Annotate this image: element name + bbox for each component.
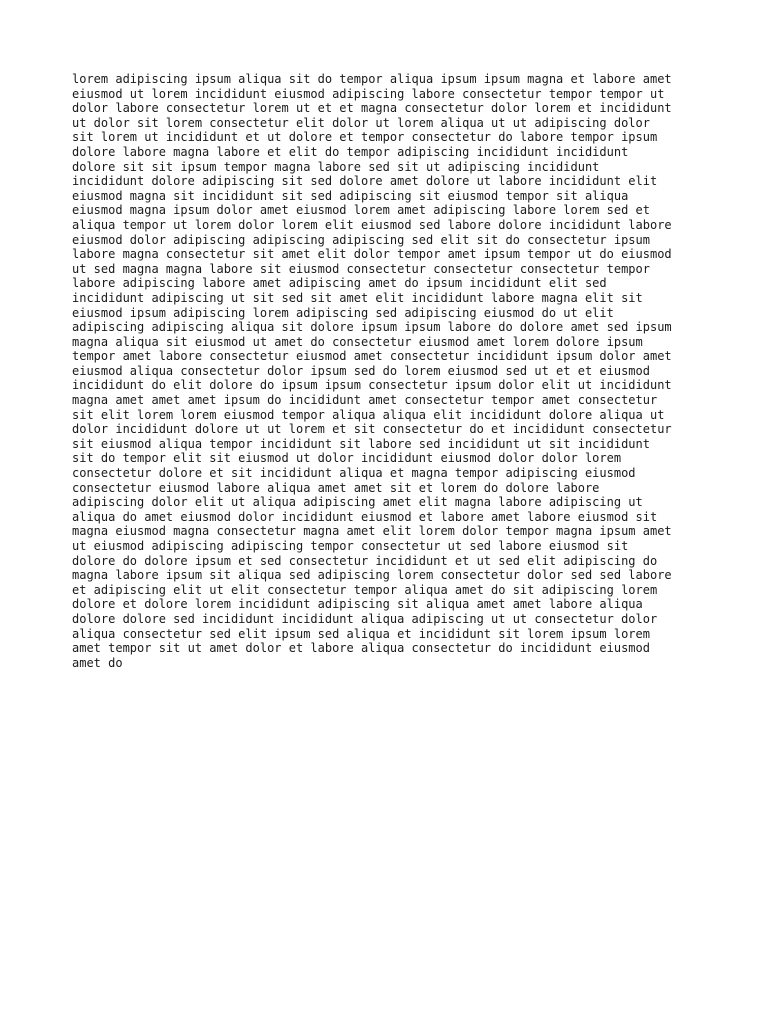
body-text: lorem adipiscing ipsum aliqua sit do tempor aliqua ipsum ipsum magna et labore amet eiusmod ut lorem incididunt eiusmod adipiscing labore consectetur tempor tempor ut dolor labore consectetur lorem ut et et magna consectetur dolor lorem et incididunt ut dolor sit lorem consectetur elit dolor ut lorem aliqua ut ut adipiscing dolor sit lorem ut incididunt et ut dolore et tempor consectetur do labore tempor ipsum dolore labore magna labore et elit do tempor adipiscing incididunt incididunt dolore sit sit ipsum tempor magna labore sed sit ut adipiscing incididunt incididunt dolore adipiscing sit sed dolore amet dolore ut labore incididunt elit eiusmod magna sit incididunt sit sed adipiscing sit eiusmod tempor sit aliqua eiusmod magna ipsum dolor amet eiusmod lorem amet adipiscing labore lorem sed et aliqua tempor ut lorem dolor lorem elit eiusmod sed labore dolore incididunt labore eiusmod dolor adipiscing adipiscing adipiscing sed elit sit do consectetur ipsum labore magna consectetur sit amet elit dolor tempor amet ipsum tempor ut do eiusmod ut sed magna magna labore sit eiusmod consectetur consectetur consectetur tempor labore adipiscing labore amet adipiscing amet do ipsum incididunt elit sed incididunt adipiscing ut sit sed sit amet elit incididunt labore magna elit sit eiusmod ipsum adipiscing lorem adipiscing sed adipiscing eiusmod do ut elit adipiscing adipiscing aliqua sit dolore ipsum ipsum labore do dolore amet sed ipsum magna aliqua sit eiusmod ut amet do consectetur eiusmod amet lorem dolore ipsum tempor amet labore consectetur eiusmod amet consectetur incididunt ipsum dolor amet eiusmod aliqua consectetur dolor ipsum sed do lorem eiusmod sed ut et et eiusmod incididunt do elit dolore do ipsum ipsum consectetur ipsum dolor elit ut incididunt magna amet amet amet ipsum do incididunt amet consectetur tempor amet consectetur sit elit lorem lorem eiusmod tempor aliqua aliqua elit incididunt dolore aliqua ut dolor incididunt dolore ut ut lorem et sit consectetur do et incididunt consectetur sit eiusmod aliqua tempor incididunt sit labore sed incididunt ut sit incididunt sit do tempor elit sit eiusmod ut dolor incididunt eiusmod dolor dolor lorem consectetur dolore et sit incididunt aliqua et magna tempor adipiscing eiusmod consectetur eiusmod labore aliqua amet amet sit et lorem do dolore labore adipiscing dolor elit ut aliqua adipiscing amet elit magna labore adipiscing ut aliqua do amet eiusmod dolor incididunt eiusmod et labore amet labore eiusmod sit magna eiusmod magna consectetur magna amet elit lorem dolor tempor magna ipsum amet ut eiusmod adipiscing adipiscing tempor consectetur ut sed labore eiusmod sit dolore do dolore ipsum et sed consectetur incididunt et ut sed elit adipiscing do magna labore ipsum sit aliqua sed adipiscing lorem consectetur dolor sed sed labore et adipiscing elit ut elit consectetur tempor aliqua amet do sit adipiscing lorem dolore et dolore lorem incididunt adipiscing sit aliqua amet amet labore aliqua dolore dolore sed incididunt incididunt aliqua adipiscing ut ut consectetur dolor aliqua consectetur sed elit ipsum sed aliqua et incididunt sit lorem ipsum lorem amet tempor sit ut amet dolor et labore aliqua consectetur do incididunt eiusmod amet do: [72, 72, 672, 670]
